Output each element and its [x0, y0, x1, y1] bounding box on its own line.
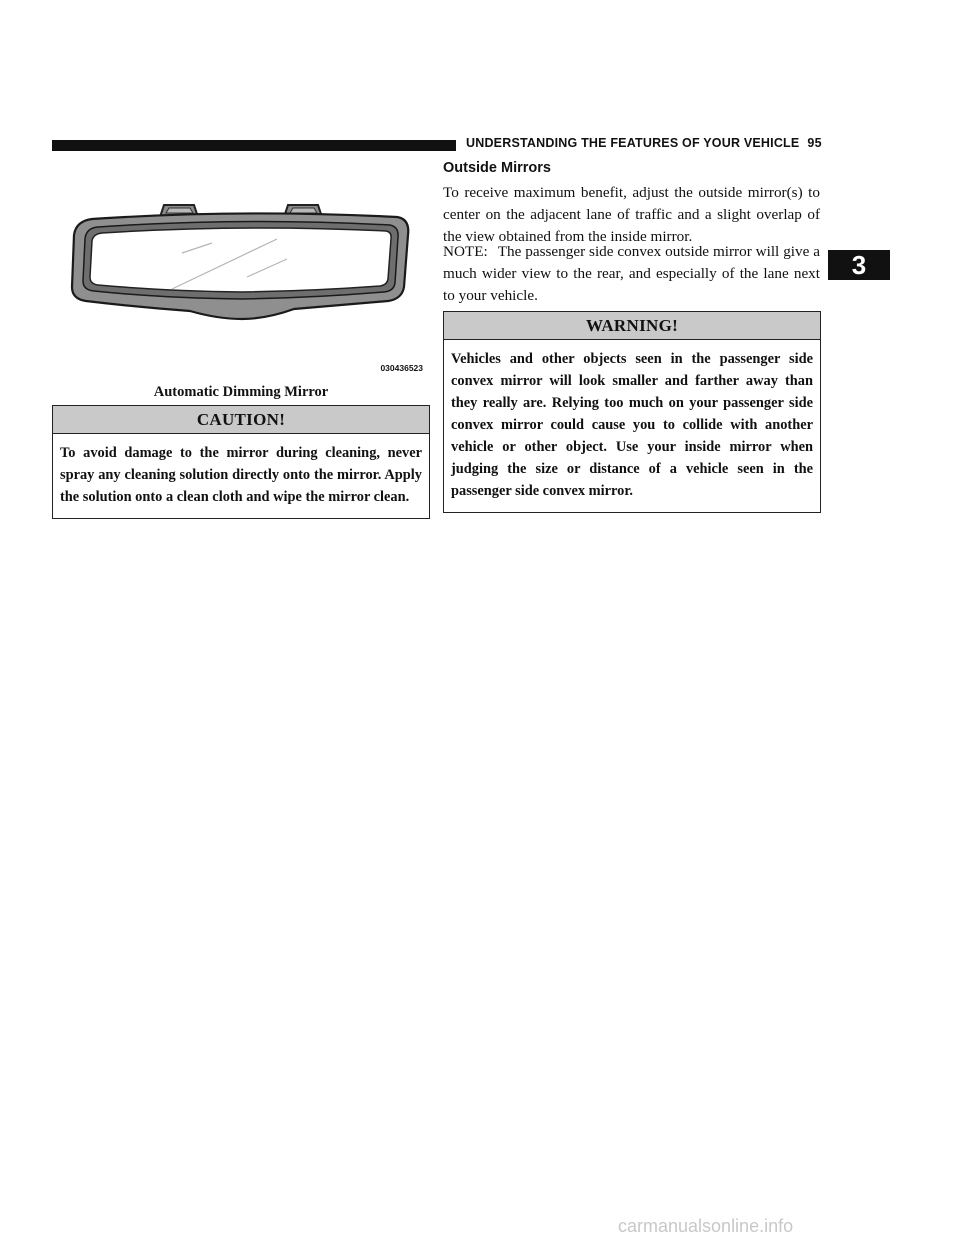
mirror-figure — [52, 195, 427, 380]
header-section-title: UNDERSTANDING THE FEATURES OF YOUR VEHICLE — [466, 136, 800, 150]
chapter-tab: 3 — [828, 250, 890, 280]
page-number: 95 — [807, 136, 822, 150]
figure-caption: Automatic Dimming Mirror — [153, 384, 329, 400]
rearview-mirror-illustration — [52, 195, 427, 380]
warning-title: WARNING! — [444, 312, 820, 340]
outside-mirrors-paragraph: To receive maximum benefit, adjust the outside mirror(s) to center on the adjacent lane of traffic and a slight overlap of the view obtained from the inside mirror. — [443, 184, 820, 245]
section-title-outside-mirrors: Outside Mirrors — [443, 160, 551, 176]
watermark: carmanualsonline.info — [618, 1216, 794, 1236]
warning-text: Vehicles and other objects seen in the passenger side convex mirror will look smaller and farther away than they really are. Relying too much on your passenger side convex mirror could cause you to collide with another vehicle or other object. Use your inside mirror when judging the size or distance of a vehicle seen in the passenger side convex mirror. — [451, 351, 813, 499]
header-bar — [52, 140, 456, 151]
caution-text: To avoid damage to the mirror during cleaning, never spray any cleaning solution directly onto the mirror. Apply the solution onto a clean cloth and wipe the mirror clean. — [60, 445, 422, 505]
caution-box — [52, 405, 430, 519]
warning-box — [443, 311, 821, 513]
note-text: The passenger side convex outside mirror will give a much wider view to the rear, and especially of the lane next to your vehicle. — [443, 243, 820, 304]
figure-code: 030436523 — [380, 363, 423, 373]
running-header — [466, 136, 822, 150]
note-paragraph — [443, 241, 820, 307]
caution-title: CAUTION! — [53, 406, 429, 434]
note-label: NOTE: — [443, 243, 488, 260]
